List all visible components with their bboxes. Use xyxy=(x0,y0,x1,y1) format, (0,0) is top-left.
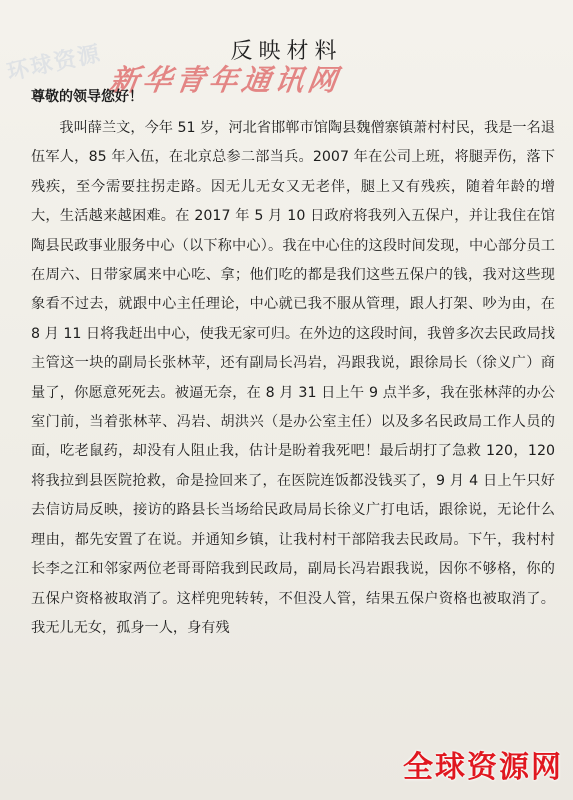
site-logo-watermark: 全球资源网 xyxy=(403,750,563,785)
red-news-watermark: 新华青年通讯网 xyxy=(107,63,344,97)
letter-paragraph: 我叫薛兰文，今年 51 岁，河北省邯郸市馆陶县魏僧寨镇萧村村民，我是一名退伍军人，85 年入伍，在北京总参二部当兵。2007 年在公司上班，将腿弄伤，落下残疾，至今需要拄拐走路。因无儿无女又无老伴，腿上又有残疾，随着年龄的增大，生活越来越困难。在 2017 年 5 月 10 日政府将我列入五保户，并让我住在馆陶县民政事业服务中心（以下称中心）。我在中心住的这段时间发现，中心部分员工在周六、日带家属来中心吃、拿；他们吃的都是我们这些五保户的钱，我对这些现象看不过去，就跟中心主任理论，中心就已我不服从管理，跟人打架、吵为由，在 8 月 11 日将我赶出中心，使我无家可归。在外边的这段时间，我曾多次去民政局找主管这一块的副局长张林苹，还有副局长冯岩，冯跟我说，跟徐局长（徐义广）商量了，你愿意死死去。被逼无奈，在 8 月 31 日上午 9 点半多，我在张林萍的办公室门前，当着张林苹、冯岩、胡洪兴（是办公室主任）以及多名民政局工作人员的面，吃老鼠药，却没有人阻止我，估计是盼着我死吧！最后胡打了急救 120，120 将我拉到县医院抢救，命是捡回来了，在医院连饭都没钱买了，9 月 4 日上午只好去信访局反映，接访的路县长当场给民政局局长徐义广打电话，跟徐说，无论什么理由，都先安置了在说。并通知乡镇，让我村村干部陪我去民政局。下午，我村村长李之江和邻家两位老哥哥陪我到民政局，副局长冯岩跟我说，因你不够格，你的五保户资格被取消了。这样兜兜转转，不但没人管，结果五保户资格也被取消了。我无儿无女，孤身一人，身有残 xyxy=(31,120,555,636)
document-title: 反映材料 xyxy=(230,39,343,64)
salutation: 尊敬的领导您好！ xyxy=(31,89,143,105)
faded-watermark-top-left: 环球资源 xyxy=(4,41,104,86)
letter-body xyxy=(31,114,555,643)
